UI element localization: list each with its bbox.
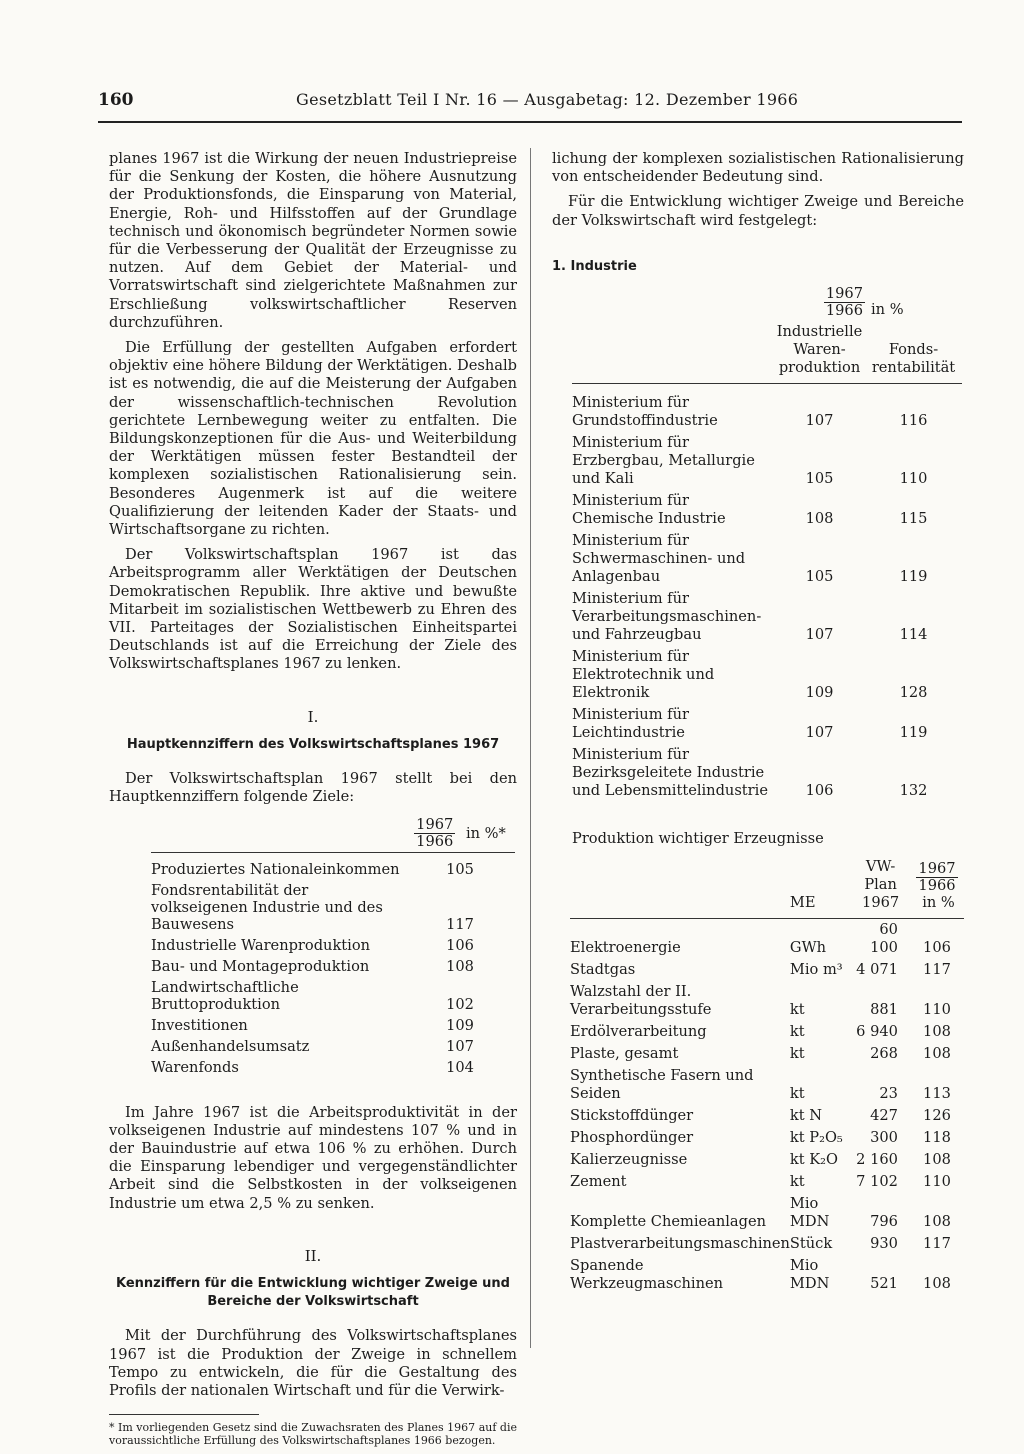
table-row: Ministerium für Elektrotechnik und Elektronik 109 128 xyxy=(572,648,928,702)
table-row: Erdölverarbeitung kt 6 940 108 xyxy=(570,1023,951,1041)
table-header-row xyxy=(570,856,964,919)
products-title: Produktion wichtiger Erzeugnisse xyxy=(572,830,824,848)
section-number: I. xyxy=(307,707,319,726)
table-row: Ministerium für Chemische Industrie 108 115 xyxy=(572,492,928,528)
paragraph: Mit der Durchführung des Volkswirtschaftsplanes 1967 ist die Produktion der Zweige in schnellem Tempo zu entwickeln, die für die Gestaltung des Profils der nationalen Wirtschaft und für die Verwirk- xyxy=(109,1327,517,1399)
table-header-row xyxy=(151,815,515,853)
products-table xyxy=(570,856,964,1295)
section-number: II. xyxy=(304,1246,322,1265)
table-row: Ministerium für Erzbergbau, Metallurgie und Kali 105 110 xyxy=(572,434,928,488)
key-figures-table xyxy=(151,815,515,1078)
table-row: Plaste, gesamt kt 268 108 xyxy=(570,1045,951,1063)
column-divider xyxy=(530,148,531,1348)
table-row: Produziertes Nationaleinkommen 105 xyxy=(151,860,474,878)
table-row: Walzstahl der II. Verarbeitungsstufe kt 881 110 xyxy=(570,983,951,1019)
paragraph: planes 1967 ist die Wirkung der neuen Industriepreise für die Senkung der Kosten, die höhere Ausnutzung der Produktionsfonds, die Einsparung von Material, Energie, Roh- und Hilfsstoffen auf der Grundlage technisch und ökonomisch begründeter Normen sowie für die Verbesserung der Qualität der Erzeugnisse zu nutzen. Auf dem Gebiet der Material- und Vorratswirtschaft sind zielgerichtete Maßnahmen zur Erschließung volkswirtschaftlicher Reserven durchzuführen. xyxy=(109,150,517,331)
industry-table xyxy=(572,284,962,802)
table-row: Ministerium für Leichtindustrie 107 119 xyxy=(572,706,928,742)
table-row: Landwirtschaftliche Bruttoproduktion 102 xyxy=(151,978,474,1013)
paragraph: Der Volkswirtschaftsplan 1967 ist das Arbeitsprogramm aller Werktätigen der Deutschen Demokratischen Republik. Ihre aktive und bewußte Mitarbeit im sozialistischen Wettbewerb zu Ehren des VII. Parteitages der Sozialistischen Einheitspartei Deutschlands ist auf die Erreichung der Ziele des Volkswirtschaftsplanes 1967 zu lenken. xyxy=(109,546,517,673)
table-row: Ministerium für Grundstoffindustrie 107 116 xyxy=(572,394,928,430)
table-row: Ministerium für Verarbeitungsmaschinen- und Fahrzeugbau 107 114 xyxy=(572,590,928,644)
footnote: * Im vorliegenden Gesetz sind die Zuwachsraten des Planes 1967 auf die voraussichtliche Erfüllung des Volkswirtschaftsplanes 1966 bezogen. xyxy=(109,1421,517,1448)
table-row: Stickstoffdünger kt N 427 126 xyxy=(570,1107,951,1125)
column-header: VW-Plan 1967 xyxy=(851,856,910,919)
section-title: Hauptkennziffern des Volkswirtschaftsplanes 1967 xyxy=(126,736,500,752)
table-row: Zement kt 7 102 110 xyxy=(570,1173,951,1191)
ratio-unit: in % xyxy=(870,301,904,319)
table-row: Industrielle Warenproduktion 106 xyxy=(151,936,474,954)
section-title: Kennziffern für die Entwicklung wichtiger Zweige und Bereiche der Volkswirtschaft xyxy=(116,1275,510,1310)
industry-heading: 1. Industrie xyxy=(552,258,637,274)
header-title: Gesetzblatt Teil I Nr. 16 — Ausgabetag: 12. Dezember 1966 xyxy=(296,90,799,109)
footnote-rule xyxy=(109,1414,259,1415)
table-row: Bau- und Montageproduktion 108 xyxy=(151,957,474,975)
ratio-unit: in %* xyxy=(465,824,506,842)
column-header: Industrielle Waren- produktion xyxy=(774,321,865,384)
table-row: Fondsrentabilität der volkseigenen Industrie und des Bauwesens 117 xyxy=(151,881,474,933)
page-header xyxy=(98,90,962,120)
table-row: Ministerium für Schwermaschinen- und Anlagenbau 105 119 xyxy=(572,532,928,586)
table-row: Ministerium für Bezirksgeleitete Industrie und Lebensmittelindustrie 106 132 xyxy=(572,746,928,800)
right-column xyxy=(552,150,964,1295)
table-row: Spanende Werkzeugmaschinen Mio MDN 521 108 xyxy=(570,1257,951,1293)
ratio-unit: in % xyxy=(922,894,955,912)
paragraph: Im Jahre 1967 ist die Arbeitsproduktivität in der volkseigenen Industrie auf mindestens 107 % und in der Bauindustrie auf etwa 106 % zu erhöhen. Durch die Einsparung lebendiger und vergegenständlichter Arbeit sind die Selbstkosten in der volkseigenen Industrie um etwa 2,5 % zu senken. xyxy=(109,1103,517,1212)
table-row: Phosphordünger kt P₂O₅ 300 118 xyxy=(570,1129,951,1147)
paragraph: Der Volkswirtschaftsplan 1967 stellt bei den Hauptkennziffern folgende Ziele: xyxy=(109,770,517,806)
table-row: Warenfonds 104 xyxy=(151,1058,474,1076)
table-row: Kalierzeugnisse kt K₂O 2 160 108 xyxy=(570,1151,951,1169)
table-row: Elektroenergie GWh 60 100 106 xyxy=(570,921,951,957)
table-row: Komplette Chemieanlagen Mio MDN 796 108 xyxy=(570,1195,951,1231)
paragraph: Für die Entwicklung wichtiger Zweige und Bereiche der Volkswirtschaft wird festgelegt: xyxy=(552,193,964,229)
header-rule xyxy=(98,121,962,123)
ratio-fraction: $\frac{1967}{1966}$ xyxy=(918,860,956,895)
left-column xyxy=(109,150,517,1447)
page-number: 160 xyxy=(98,90,134,110)
paragraph: Die Erfüllung der gestellten Aufgaben erfordert objektiv eine höhere Bildung der Werktätigen. Deshalb ist es notwendig, die auf die Meisterung der Aufgaben der wissenschaftlich-technischen Revolution gerichtete Lernbewegung weiter zu entfalten. Die Bildungskonzeptionen für die Aus- und Weiterbildung der Werktätigen müssen fester Bestandteil der komplexen sozialistischen Rationalisierung sein. Besonderes Augenmerk ist auf die weitere Qualifizierung der leitenden Kader der Staats- und Wirtschaftsorgane zu richten. xyxy=(109,339,517,539)
table-row: Investitionen 109 xyxy=(151,1016,474,1034)
table-row: Plastverarbeitungsmaschinen Stück 930 117 xyxy=(570,1235,951,1253)
column-header: Fonds- rentabilität xyxy=(865,321,962,384)
table-header-row xyxy=(572,284,962,321)
column-header: ME xyxy=(790,856,851,919)
ratio-fraction: $\frac{1967}{1966}$ xyxy=(416,815,454,850)
table-row: Stadtgas Mio m³ 4 071 117 xyxy=(570,961,951,979)
table-header-row xyxy=(572,321,962,384)
paragraph: lichung der komplexen sozialistischen Rationalisierung von entscheidender Bedeutung sind. xyxy=(552,150,964,186)
table-row: Synthetische Fasern und Seiden kt 23 113 xyxy=(570,1067,951,1103)
table-row: Außenhandelsumsatz 107 xyxy=(151,1037,474,1055)
ratio-fraction: $\frac{1967}{1966}$ xyxy=(825,285,863,320)
